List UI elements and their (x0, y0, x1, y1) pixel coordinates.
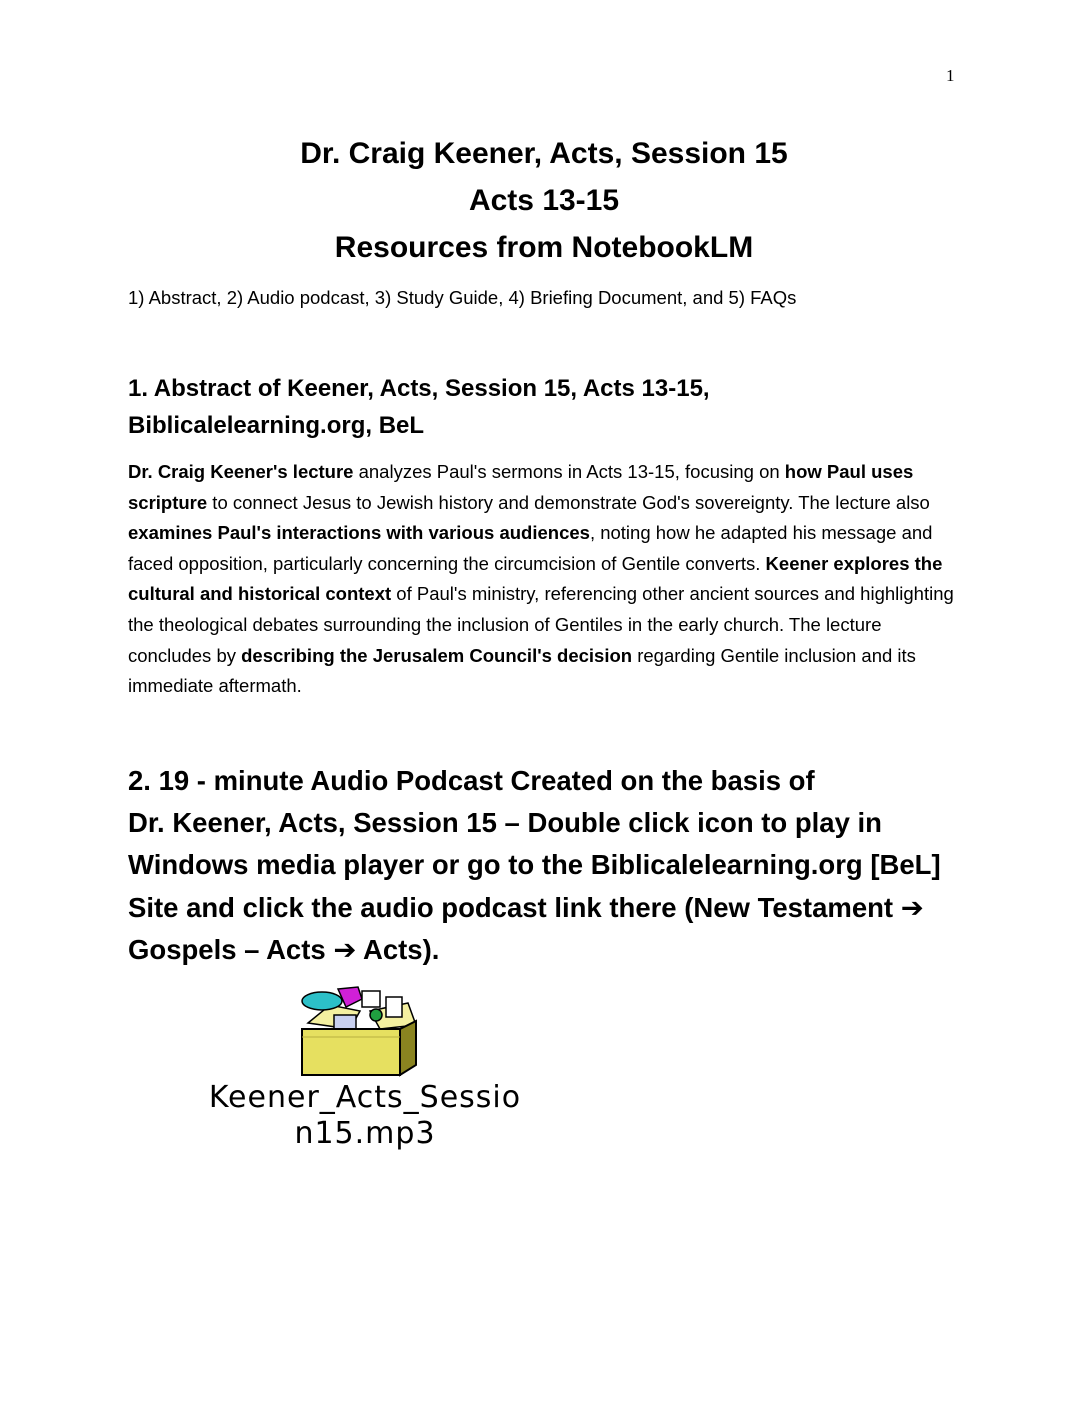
arrow-right-icon: ➔ (333, 933, 357, 965)
section1-heading (128, 370, 948, 444)
abstract-segment: analyzes Paul's sermons in Acts 13-15, focusing on (353, 461, 785, 482)
filename-line-1: Keener_Acts_Sessio (208, 1080, 522, 1115)
abstract-paragraph (128, 457, 958, 702)
attachment-filename[interactable] (130, 1080, 600, 1152)
title-line-3: Resources from NotebookLM (334, 231, 754, 264)
package-icon[interactable] (290, 985, 425, 1080)
abstract-segment: Dr. Craig Keener's lecture (128, 461, 354, 482)
section1-heading-line-2: Biblicalelearning.org, BeL (128, 412, 425, 439)
filename-line-2: n15.mp3 (294, 1116, 436, 1151)
abstract-segment: , noting how he adapted his message and faced opposition, particularly concerning the circumcision of Gentile converts. (128, 522, 933, 574)
title-line-1: Dr. Craig Keener, Acts, Session 15 (300, 137, 788, 170)
abstract-segment: of Paul's ministry, referencing other ancient sources and highlighting the theological debates surrounding the inclusion of Gentiles in the early church. The lecture concludes by (128, 583, 954, 666)
abstract-segment: regarding Gentile inclusion and its immediate aftermath. (128, 644, 916, 697)
resources-list: 1) Abstract, 2) Audio podcast, 3) Study Guide, 4) Briefing Document, and 5) FAQs (128, 287, 797, 308)
section2-line-5b: Acts). (356, 933, 440, 965)
abstract-segment: how Paul uses scripture (128, 461, 914, 513)
abstract-segment: examines Paul's interactions with various audiences (128, 522, 590, 544)
section1-heading-line-1: 1. Abstract of Keener, Acts, Session 15, Acts 13-15, (128, 375, 710, 402)
arrow-right-icon: ➔ (900, 891, 924, 923)
abstract-segment: describing the Jerusalem Council's decision (241, 644, 633, 666)
document-title (0, 130, 1088, 271)
section2-line-5a: Gospels – Acts (128, 933, 334, 965)
section2-line-2: Dr. Keener, Acts, Session 15 – Double click icon to play in (128, 807, 882, 839)
abstract-segment: Keener explores the cultural and historical context (128, 552, 943, 605)
abstract-segment: to connect Jesus to Jewish history and demonstrate God's sovereignty. The lecture also (207, 491, 930, 513)
section2-heading (128, 760, 968, 971)
section2-line-1: 2. 19 - minute Audio Podcast Created on the basis of (128, 765, 815, 796)
page-number: 1 (946, 66, 955, 85)
section2-line-3: Windows media player or go to the Biblicalelearning.org [BeL] (128, 849, 941, 881)
title-line-2: Acts 13-15 (468, 184, 620, 217)
section2-line-4: Site and click the audio podcast link there (New Testament (128, 891, 901, 923)
